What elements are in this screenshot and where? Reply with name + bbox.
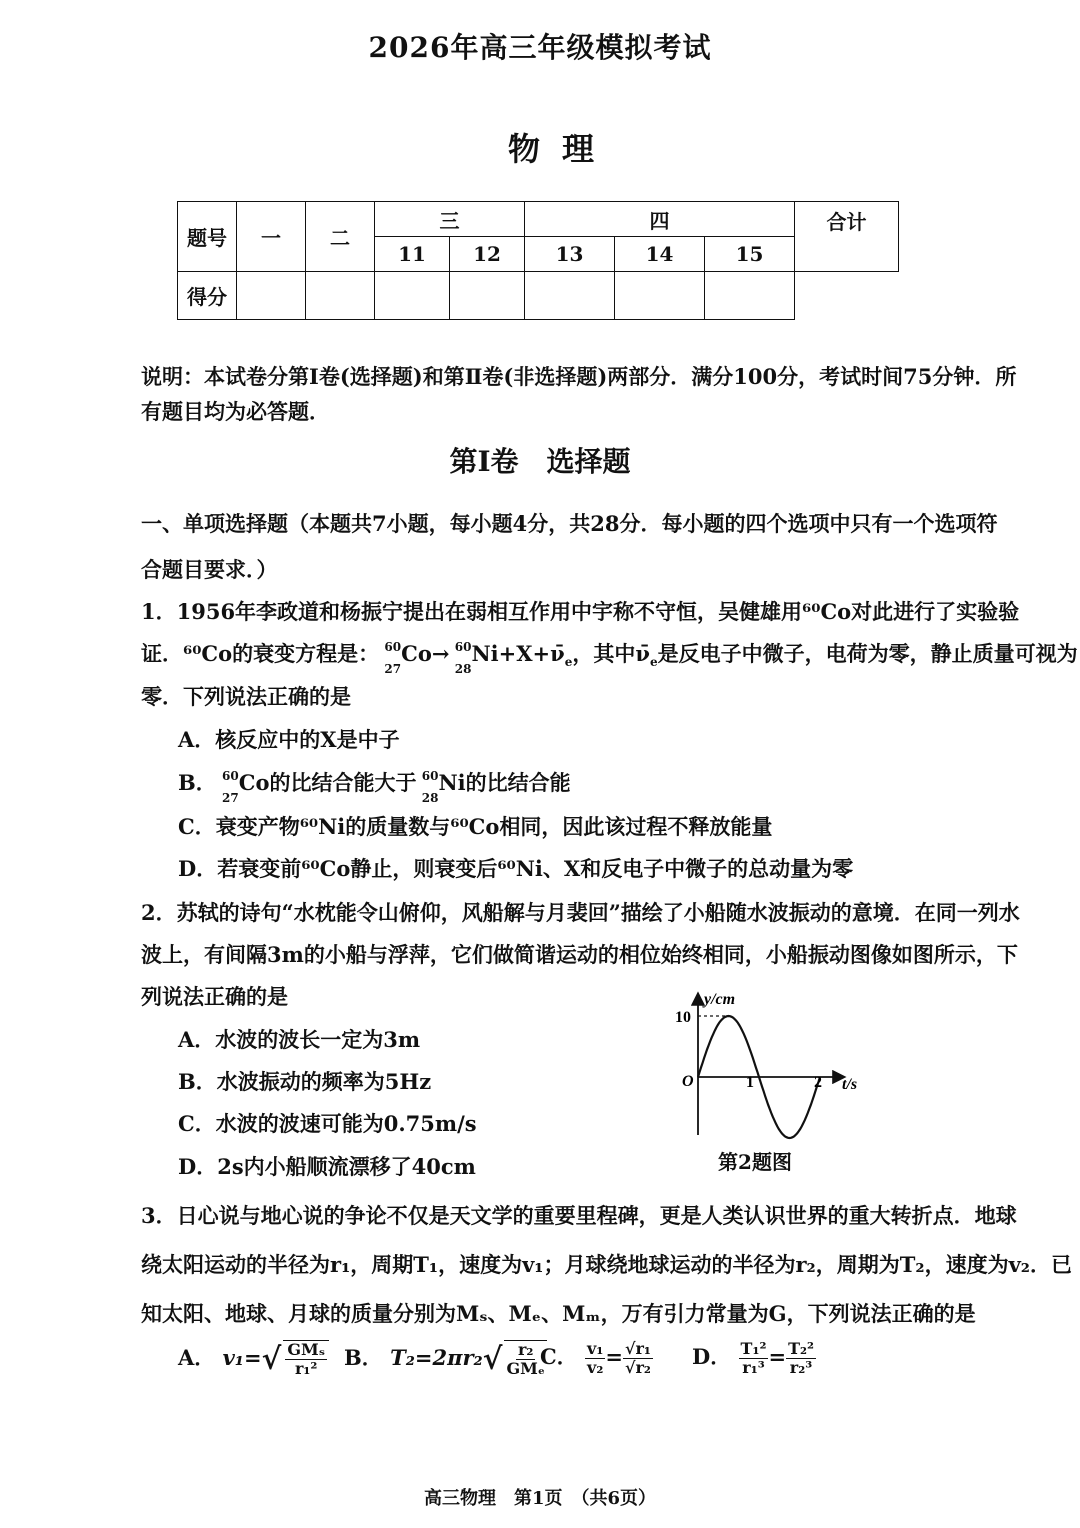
score-label: 得分: [178, 272, 237, 320]
q3-a-radicand: [283, 1340, 329, 1378]
q3-c-frac-1: [585, 1340, 605, 1377]
q1-line-1: 1．1956年李政道和杨振宁提出在弱相互作用中宇称不守恒，吴健雄用⁶⁰Co对此进行了实验验: [141, 599, 1020, 624]
q1-option-a: A．核反应中的X是中子: [178, 727, 400, 752]
q3-b-den: GMₑ: [506, 1359, 545, 1378]
subject-title: 物理: [507, 130, 616, 168]
col-total: 合计: [795, 202, 899, 272]
co-symbol-b: Co: [238, 770, 270, 795]
q3-a-num: GMₛ: [287, 1340, 326, 1359]
q3-option-b: [344, 1340, 547, 1378]
score-cell-11[interactable]: [375, 272, 450, 320]
x-tick-2: 2: [814, 1074, 822, 1091]
q3-d-eq: =: [768, 1344, 787, 1369]
x-tick-1: 1: [746, 1074, 754, 1091]
q3-a-frac: [285, 1341, 327, 1378]
q3-a-label: A．: [178, 1345, 216, 1370]
score-cell-2[interactable]: [306, 272, 375, 320]
q3-d-n1: T₁²: [740, 1339, 767, 1358]
col-part-3: 三: [375, 202, 525, 237]
q1-option-b-mid: 的比结合能大于: [269, 770, 417, 795]
q1-line-3: 零．下列说法正确的是: [141, 684, 351, 709]
score-cell-13[interactable]: [525, 272, 615, 320]
section-title: 第Ⅰ卷 选择题: [449, 445, 631, 478]
ni-symbol-b: Ni: [438, 770, 466, 795]
q1-line-2-c: ，其中ν̄: [572, 641, 650, 666]
vibration-graph: [660, 985, 870, 1145]
q1-option-c: C．衰变产物⁶⁰Ni的质量数与⁶⁰Co相同，因此该过程不释放能量: [178, 814, 773, 839]
q3-d-frac-1: [739, 1340, 769, 1377]
col-q13: 13: [525, 237, 615, 272]
ni-z-b: 28: [421, 790, 439, 805]
y-axis-label: y/cm: [704, 991, 736, 1008]
q1-line-2-d: 是反电子中微子，电荷为零，静止质量可视为: [657, 641, 1078, 666]
score-cell-14[interactable]: [615, 272, 705, 320]
q3-option-d: [692, 1340, 816, 1377]
co-mass-b: 60: [222, 768, 239, 783]
q3-option-a: [178, 1340, 329, 1378]
co-z-b: 27: [222, 790, 239, 805]
col-q11: 11: [375, 237, 450, 272]
q3-c-eq: =: [605, 1344, 623, 1369]
q1-option-b: [178, 767, 571, 805]
exam-title: 2026年高三年级模拟考试: [368, 31, 712, 64]
q3-a-lhs: v₁=: [222, 1345, 262, 1370]
question-number-label: 题号: [178, 202, 237, 272]
co-symbol: Co: [401, 641, 432, 666]
q1-option-d: D．若衰变前⁶⁰Co静止，则衰变后⁶⁰Ni、X和反电子中微子的总动量为零: [178, 856, 854, 881]
instructions-line-2: 有题目均为必答题．: [141, 399, 330, 424]
sqrt-icon-b: √: [482, 1342, 503, 1377]
ni-symbol: Ni: [471, 641, 499, 666]
q3-c-n2: √r₁: [624, 1339, 651, 1358]
co-nuclide-b: [217, 768, 239, 805]
score-cell-12[interactable]: [450, 272, 525, 320]
ni-atomic-number: 28: [454, 661, 472, 676]
q1-line-2-b: +X+ν̄: [498, 641, 565, 666]
col-part-2: 二: [306, 202, 375, 272]
q3-b-label: B．: [344, 1345, 383, 1370]
q3-d-d2: r₂³: [789, 1358, 813, 1377]
co-atomic-number: 27: [384, 661, 402, 676]
y-tick-10: 10: [675, 1009, 691, 1026]
q3-d-n2: T₂²: [788, 1339, 814, 1358]
q3-d-label: D．: [692, 1344, 732, 1369]
q3-option-c: [540, 1340, 653, 1377]
q2-option-d: D．2s内小船顺流漂移了40cm: [178, 1154, 476, 1179]
score-cell-15[interactable]: [705, 272, 795, 320]
q3-a-den: r₁²: [294, 1359, 318, 1378]
ni-nuclide: [449, 639, 472, 676]
score-table: [177, 201, 899, 320]
col-q12: 12: [450, 237, 525, 272]
col-part-4: 四: [525, 202, 795, 237]
q3-c-label: C．: [540, 1344, 578, 1369]
origin-label: O: [682, 1073, 694, 1090]
q3-d-frac-2: [786, 1340, 816, 1377]
col-q15: 15: [705, 237, 795, 272]
instructions-line-1: 说明：本试卷分第Ⅰ卷(选择题)和第Ⅱ卷(非选择题)两部分．满分100分，考试时间75分钟．所: [141, 364, 1017, 389]
q1-line-2: [141, 638, 1078, 676]
q3-line-3: 知太阳、地球、月球的质量分别为Mₛ、Mₑ、Mₘ，万有引力常量为G，下列说法正确的是: [141, 1301, 976, 1326]
neutrino-subscript-2: e: [649, 655, 658, 670]
col-q14: 14: [615, 237, 705, 272]
ni-mass-number: 60: [454, 639, 472, 654]
ni-nuclide-b: [416, 768, 439, 805]
q2-line-1: 2．苏轼的诗句“水枕能令山俯仰，风船解与月裴回”描绘了小船随水波振动的意境．在同一列水: [141, 900, 1020, 925]
q2-option-b: B．水波振动的频率为5Hz: [178, 1069, 432, 1094]
neutrino-subscript: e: [564, 655, 573, 670]
part1-heading-1: 一、单项选择题（本题共7小题，每小题4分，共28分．每小题的四个选项中只有一个选项符: [141, 511, 998, 536]
q3-line-1: 3．日心说与地心说的争论不仅是天文学的重要里程碑，更是人类认识世界的重大转折点．地球: [141, 1203, 1017, 1228]
q3-c-n1: v₁: [587, 1339, 604, 1358]
q3-c-d2: √r₂: [624, 1358, 651, 1377]
q2-option-a: A．水波的波长一定为3m: [178, 1027, 421, 1052]
q1-option-b-label: B．: [178, 770, 217, 795]
q3-c-d1: v₂: [587, 1358, 604, 1377]
q1-option-b-end: 的比结合能: [465, 770, 571, 795]
q2-line-3: 列说法正确的是: [141, 984, 288, 1009]
part1-heading-2: 合题目要求．）: [141, 557, 278, 582]
q3-b-num: r₂: [517, 1340, 534, 1359]
co-nuclide: [379, 639, 402, 676]
q1-line-2-a: 证．⁶⁰Co的衰变方程是：: [141, 641, 380, 666]
q2-line-2: 波上，有间隔3m的小船与浮萍，它们做简谐运动的相位始终相同，小船振动图像如图所示，下: [141, 942, 1018, 967]
score-cell-1[interactable]: [237, 272, 306, 320]
decay-arrow: →: [431, 641, 450, 666]
page-footer: 高三物理 第1页 （共6页）: [423, 1488, 657, 1509]
ni-mass-b: 60: [421, 768, 439, 783]
q2-option-c: C．水波的波速可能为0.75m/s: [178, 1111, 477, 1136]
q3-d-d1: r₁³: [742, 1358, 765, 1377]
q3-b-lhs: T₂=2πr₂: [390, 1345, 483, 1370]
sqrt-icon: √: [261, 1342, 282, 1377]
col-part-1: 一: [237, 202, 306, 272]
figure-caption: 第2题图: [718, 1150, 792, 1174]
q3-line-2: 绕太阳运动的半径为r₁，周期T₁，速度为v₁；月球绕地球运动的半径为r₂，周期为T₂，速度为v₂．已: [141, 1252, 1072, 1277]
co-mass-number: 60: [384, 639, 402, 654]
q3-c-frac-2: [623, 1340, 653, 1377]
x-axis-label: t/s: [842, 1076, 858, 1093]
